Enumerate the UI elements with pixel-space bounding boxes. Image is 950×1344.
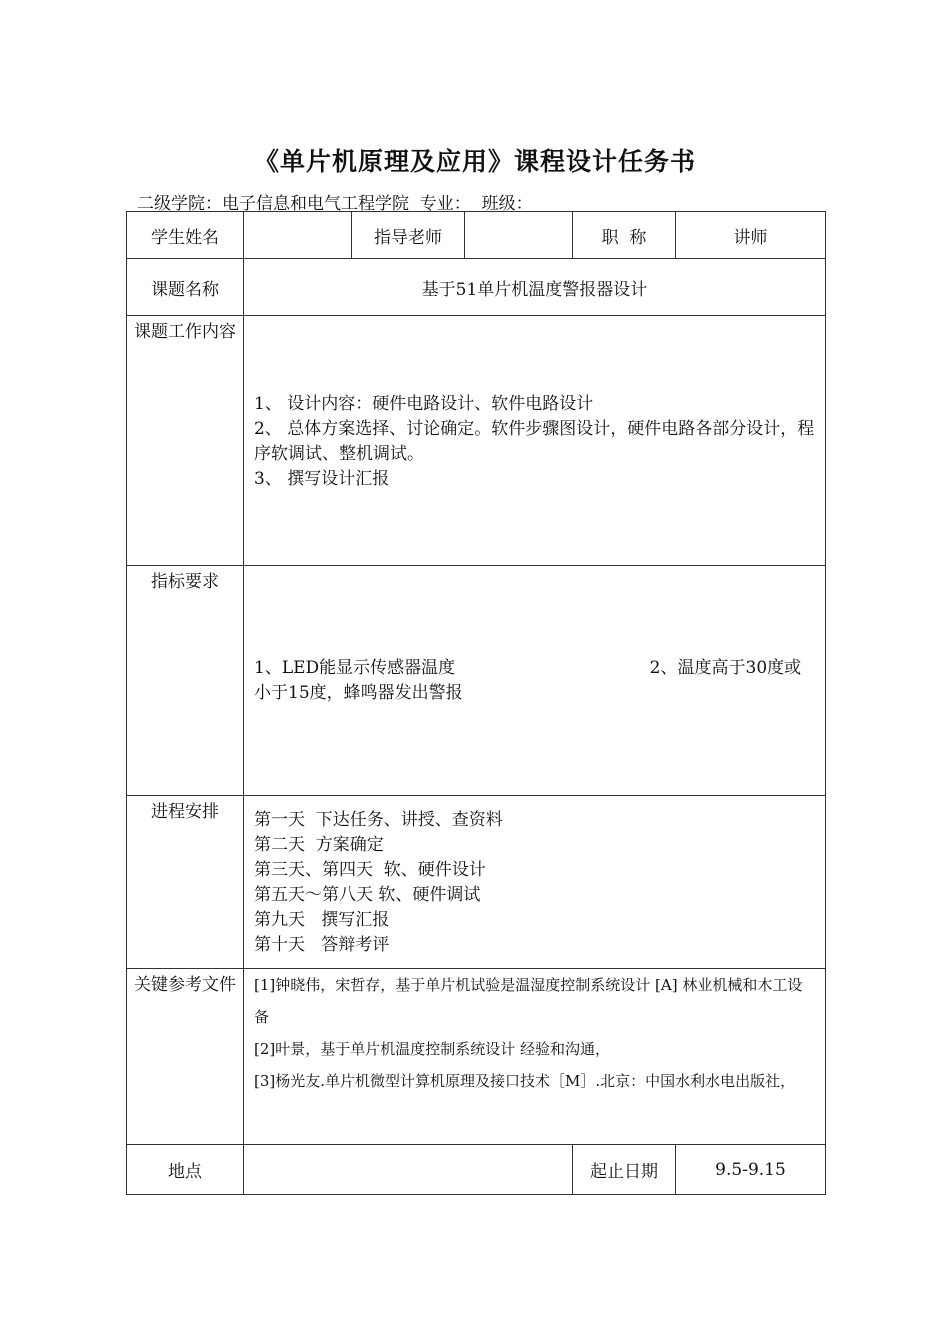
place-label: 地点 xyxy=(127,1145,244,1195)
advisor-value xyxy=(465,212,573,259)
requirements-line-1: 1、LED能显示传感器温度 2、温度高于30度或小于15度，蜂鸣器发出警报 xyxy=(254,658,802,703)
header-meta: 二级学院：电子信息和电气工程学院 专业： 班级： xyxy=(137,194,533,214)
row-student xyxy=(127,212,826,259)
student-name-value xyxy=(244,212,352,259)
references-content xyxy=(244,969,826,1145)
requirements-label: 指标要求 xyxy=(127,566,244,796)
row-topic xyxy=(127,259,826,316)
schedule-line-1: 第一天 下达任务、讲授、查资料 xyxy=(254,810,503,830)
work-label: 课题工作内容 xyxy=(127,316,244,566)
task-form-table xyxy=(126,211,826,1195)
place-value xyxy=(244,1145,573,1195)
references-label: 关键参考文件 xyxy=(127,969,244,1145)
date-label: 起止日期 xyxy=(573,1145,676,1195)
advisor-label: 指导老师 xyxy=(352,212,465,259)
row-requirements xyxy=(127,566,826,796)
date-value: 9.5-9.15 xyxy=(676,1145,826,1195)
rank-label: 职 称 xyxy=(573,212,676,259)
reference-1: [1]钟晓伟，宋哲存，基于单片机试验是温湿度控制系统设计 [A] 林业机械和木工设备 xyxy=(254,976,803,1026)
rank-value: 讲师 xyxy=(676,212,826,259)
schedule-content xyxy=(244,796,826,969)
student-name-label: 学生姓名 xyxy=(127,212,244,259)
schedule-line-4: 第五天～第八天 软、硬件调试 xyxy=(254,885,481,905)
row-work xyxy=(127,316,826,566)
topic-label: 课题名称 xyxy=(127,259,244,316)
schedule-label: 进程安排 xyxy=(127,796,244,969)
schedule-line-5: 第九天 撰写汇报 xyxy=(254,910,390,930)
reference-2: [2]叶景，基于单片机温度控制系统设计 经验和沟通， xyxy=(254,1040,611,1058)
row-schedule xyxy=(127,796,826,969)
requirements-content xyxy=(244,566,826,796)
schedule-line-3: 第三天、第四天 软、硬件设计 xyxy=(254,860,486,880)
row-footer xyxy=(127,1145,826,1195)
work-content xyxy=(244,316,826,566)
document-title: 《单片机原理及应用》课程设计任务书 xyxy=(253,147,696,176)
row-references xyxy=(127,969,826,1145)
work-line-2: 2、 总体方案选择、讨论确定。软件步骤图设计，硬件电路各部分设计，程序软调试、整机调试。 xyxy=(254,419,815,464)
schedule-line-6: 第十天 答辩考评 xyxy=(254,935,390,955)
schedule-line-2: 第二天 方案确定 xyxy=(254,835,384,855)
topic-value: 基于51单片机温度警报器设计 xyxy=(244,259,826,316)
work-line-1: 1、 设计内容：硬件电路设计、软件电路设计 xyxy=(254,394,594,414)
work-line-3: 3、 撰写设计汇报 xyxy=(254,469,390,489)
reference-3: [3]杨光友.单片机微型计算机原理及接口技术［M］.北京：中国水利水电出版社， xyxy=(254,1072,796,1090)
